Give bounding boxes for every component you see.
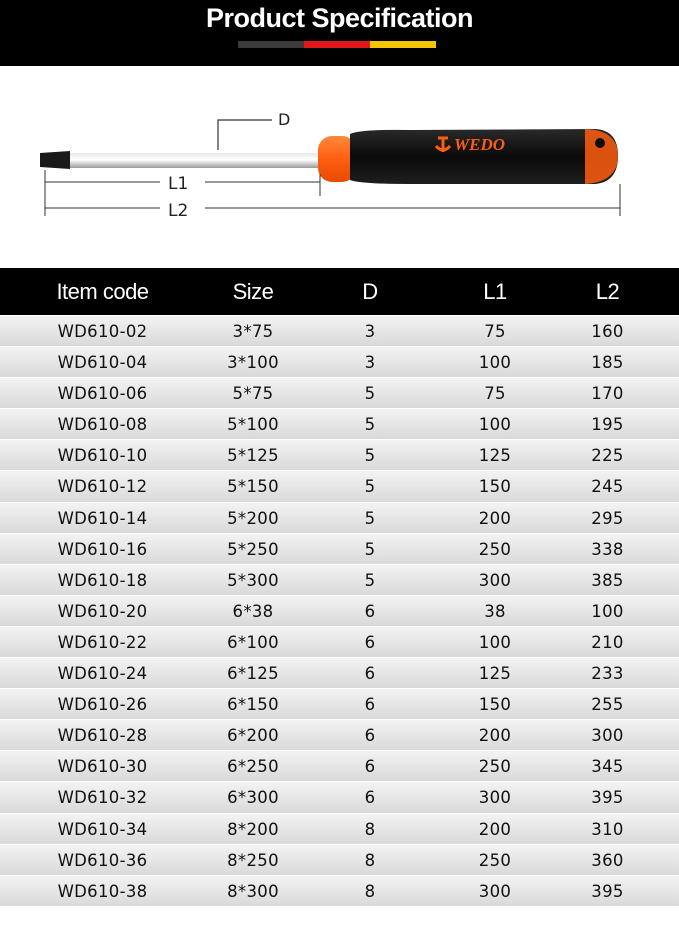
- cell-l2: 385: [591, 570, 624, 590]
- cell-item-code: WD610-06: [57, 384, 148, 404]
- table-row: [0, 781, 679, 812]
- cell-l2: 395: [591, 788, 624, 808]
- cell-item-code: WD610-28: [57, 726, 148, 746]
- cell-item-code: WD610-20: [57, 601, 148, 621]
- cell-size: 5*200: [227, 508, 279, 528]
- cell-l1: 100: [478, 353, 512, 373]
- table-row: [0, 346, 679, 377]
- cell-item-code: WD610-08: [57, 415, 148, 435]
- cell-size: 6*100: [227, 632, 279, 652]
- cell-item-code: WD610-10: [57, 446, 148, 466]
- table-row: [0, 626, 679, 657]
- cell-d: 5: [364, 477, 376, 497]
- cell-l2: 338: [591, 539, 624, 559]
- table-row: [0, 844, 679, 875]
- cell-size: 6*38: [232, 601, 274, 621]
- table-row: [0, 470, 679, 501]
- cell-d: 8: [364, 881, 376, 901]
- cell-d: 5: [364, 446, 376, 466]
- cell-d: 5: [364, 570, 376, 590]
- cell-item-code: WD610-22: [57, 632, 148, 652]
- label-l1: L1: [168, 174, 189, 194]
- cell-size: 5*100: [227, 415, 279, 435]
- column-header-l1: L1: [483, 279, 507, 304]
- spec-table: [0, 268, 679, 906]
- flag-stripe-yellow: [370, 41, 436, 48]
- cell-item-code: WD610-18: [57, 570, 148, 590]
- cell-l1: 200: [478, 726, 512, 746]
- cell-size: 5*150: [227, 477, 279, 497]
- brand-text: WEDO: [454, 135, 506, 154]
- cell-item-code: WD610-26: [57, 695, 148, 715]
- cell-l2: 233: [591, 664, 624, 684]
- dimension-l2: [45, 184, 620, 221]
- cell-size: 6*150: [227, 695, 279, 715]
- column-header-l2: L2: [595, 279, 620, 304]
- cell-d: 3: [364, 353, 376, 373]
- diagram-svg: [0, 66, 679, 268]
- cell-size: 6*200: [227, 726, 279, 746]
- table-row: [0, 439, 679, 470]
- table-row: [0, 377, 679, 408]
- table-row: [0, 813, 679, 844]
- cell-d: 6: [364, 695, 376, 715]
- table-row: [0, 502, 679, 533]
- label-d: D: [278, 110, 291, 129]
- cell-size: 6*250: [227, 757, 279, 777]
- cell-l2: 295: [591, 508, 624, 528]
- page-title: Product Specification: [205, 3, 474, 33]
- cell-item-code: WD610-16: [57, 539, 148, 559]
- cell-size: 8*300: [227, 881, 279, 901]
- cell-l1: 125: [478, 664, 512, 684]
- cell-l1: 300: [478, 788, 512, 808]
- cell-d: 6: [364, 601, 376, 621]
- cell-item-code: WD610-32: [57, 788, 148, 808]
- cell-d: 8: [364, 819, 376, 839]
- cell-l1: 100: [478, 415, 512, 435]
- cell-l1: 200: [478, 508, 512, 528]
- table-row: [0, 875, 679, 906]
- cell-size: 8*200: [227, 819, 279, 839]
- cell-item-code: WD610-04: [57, 353, 148, 373]
- cell-d: 6: [364, 726, 376, 746]
- table-row: [0, 564, 679, 595]
- table-row: [0, 408, 679, 439]
- cell-item-code: WD610-12: [57, 477, 148, 497]
- table-row: [0, 688, 679, 719]
- cell-item-code: WD610-34: [57, 819, 148, 839]
- cell-l2: 160: [591, 322, 624, 341]
- column-header-item-code: Item code: [56, 279, 149, 304]
- cell-d: 5: [364, 508, 376, 528]
- cell-l1: 150: [478, 477, 512, 497]
- cell-d: 6: [364, 788, 376, 808]
- table-row: [0, 533, 679, 564]
- table-row: [0, 750, 679, 781]
- dimension-d: [218, 110, 290, 150]
- cell-l2: 345: [591, 757, 624, 777]
- cell-size: 5*75: [232, 384, 274, 404]
- cell-l2: 185: [591, 353, 624, 373]
- blade-tip: [40, 151, 70, 169]
- cell-l1: 75: [484, 322, 506, 341]
- screwdriver-diagram: [0, 66, 679, 268]
- cell-size: 8*250: [227, 850, 279, 870]
- cell-l1: 300: [478, 881, 512, 901]
- cell-size: 6*125: [227, 664, 279, 684]
- cell-l2: 310: [591, 819, 624, 839]
- cell-l1: 150: [478, 695, 512, 715]
- cell-l2: 100: [591, 601, 624, 621]
- cell-size: 3*75: [232, 322, 274, 341]
- cell-l2: 300: [591, 726, 624, 746]
- cell-l2: 210: [591, 632, 624, 652]
- cell-d: 5: [364, 415, 376, 435]
- cell-size: 3*100: [227, 353, 279, 373]
- cell-l1: 250: [478, 850, 512, 870]
- cell-d: 5: [364, 384, 376, 404]
- table-row: [0, 315, 679, 346]
- table-header-row: [0, 268, 679, 315]
- cell-l1: 200: [478, 819, 512, 839]
- cell-l1: 300: [478, 570, 512, 590]
- cell-l1: 38: [484, 601, 506, 621]
- cell-l1: 100: [478, 632, 512, 652]
- cell-item-code: WD610-02: [57, 322, 148, 341]
- cell-item-code: WD610-30: [57, 757, 148, 777]
- cell-size: 5*300: [227, 570, 279, 590]
- flag-stripe-dark: [238, 41, 304, 48]
- cell-l2: 360: [591, 850, 624, 870]
- table-row: [0, 719, 679, 750]
- cell-l1: 75: [484, 384, 506, 404]
- cell-item-code: WD610-24: [57, 664, 148, 684]
- cell-l2: 255: [591, 695, 624, 715]
- table-row: [0, 657, 679, 688]
- cell-l2: 225: [591, 446, 624, 466]
- cell-l2: 245: [591, 477, 624, 497]
- cell-l1: 125: [478, 446, 512, 466]
- column-header-d: D: [362, 279, 378, 304]
- cell-l2: 395: [591, 881, 624, 901]
- cell-d: 3: [364, 322, 376, 341]
- header-banner: [0, 0, 679, 66]
- cell-l2: 195: [591, 415, 624, 435]
- shaft: [70, 153, 325, 168]
- cell-l1: 250: [478, 539, 512, 559]
- cell-l1: 250: [478, 757, 512, 777]
- cell-size: 6*300: [227, 788, 279, 808]
- table-row: [0, 595, 679, 626]
- cell-item-code: WD610-14: [57, 508, 148, 528]
- cell-d: 8: [364, 850, 376, 870]
- cell-size: 5*250: [227, 539, 279, 559]
- cell-item-code: WD610-38: [57, 881, 148, 901]
- cell-d: 6: [364, 757, 376, 777]
- cell-item-code: WD610-36: [57, 850, 148, 870]
- cell-size: 5*125: [227, 446, 279, 466]
- table-body: [0, 315, 679, 906]
- cell-d: 5: [364, 539, 376, 559]
- flag-stripe-red: [304, 41, 370, 48]
- cell-d: 6: [364, 664, 376, 684]
- cell-d: 6: [364, 632, 376, 652]
- label-l2: L2: [168, 201, 189, 221]
- column-header-size: Size: [232, 279, 274, 304]
- cell-l2: 170: [591, 384, 624, 404]
